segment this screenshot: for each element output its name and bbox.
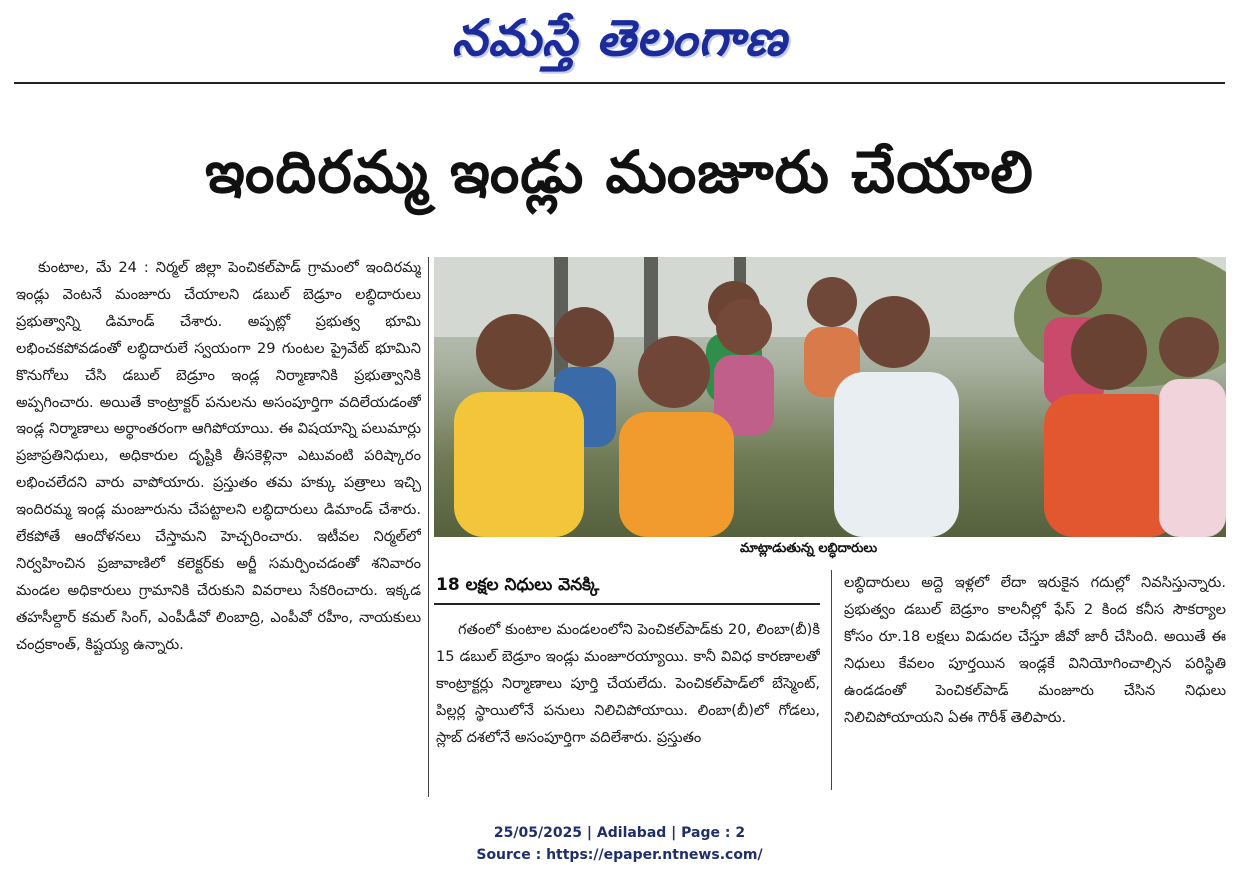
newspaper-logo: నమస్తే తెలంగాణ (451, 9, 788, 67)
column-divider (831, 570, 832, 790)
article-body-middle: గతంలో కుంటాల మండలంలోని పెంచికల్‌పాడ్‌కు 20, లింబా(బీ)కి 15 డబుల్‌ బెడ్రూం ఇండ్లు మంజూరయ్యాయి. కానీ వివిధ కారణాలతో కాంట్రాక్టర్లు నిర్మాణాలు పూర్తి చేయలేదు. పెంచికల్‌పాడ్‌లో బేస్మెంట్‌, పిల్లర్ల స్థాయిలోనే పనులు నిలిచిపోయాయి. లింబా(బీ)లో గోడలు, స్లాబ్‌ దశలోనే అసంపూర్తిగా వదిలేశారు. ప్రస్తుతం (436, 621, 820, 746)
footer-source-link[interactable]: Source : https://epaper.ntnews.com/ (476, 847, 763, 863)
article-column-left (16, 255, 421, 800)
column-divider (428, 257, 429, 797)
article-column-middle (436, 617, 820, 787)
masthead-rule (14, 82, 1225, 84)
article-body-left: కుంటాల, మే 24 : నిర్మల్‌ జిల్లా పెంచికల్‌పాడ్‌ గ్రామంలో ఇందిరమ్మ ఇండ్లు వెంటనే మంజూరు చేయాలని డబుల్‌ బెడ్రూం లబ్ధిదారులు ప్రభుత్వాన్ని డిమాండ్‌ చేశారు. అప్పట్లో ప్రభుత్వ భూమి లభించకపోవడంతో లబ్ధిదారులే స్వయంగా 29 గుంటల ప్రైవేట్‌ భూమిని కొనుగోలు చేసి డబుల్‌ బెడ్రూం ఇండ్ల నిర్మాణానికి ప్రభుత్వానికి అప్పగించారు. అయితే కాంట్రాక్టర్‌ పనులను అసంపూర్తిగా వదిలేయడంతో ఇండ్ల నిర్మాణాలు అర్థాంతరంగా ఆగిపోయాయి. ఈ విషయాన్ని పలుమార్లు ప్రజాప్రతినిధులు, అధికారుల దృష్టికి తీసకెళ్లినా ఎటువంటి పరిష్కారం లభించలేదని వారు వాపోయారు. ప్రస్తుతం తమ హక్కు పత్రాలు ఇచ్చి ఇందిరమ్మ ఇండ్ల మంజూరును చేపట్టాలని లబ్ధిదారులు డిమాండ్‌ చేశారు. లేకపోతే ఆందోళనలు చేస్తామని హెచ్చరించారు. ఇటీవల నిర్మల్‌లో నిర్వహించిన ప్రజావాణిలో కలెక్టర్‌కు అర్జీ సమర్పించడంతో శనివారం మండల అధికారులు గ్రామానికి చేరుకుని వివరాలు సేకరించారు. ఇక్కడ తహసీల్దార్‌ కమల్‌ సింగ్‌, ఎంపీడీవో లింబాద్రి, ఎంపీవో రహీం, నాయకులు చంద్రకాంత్‌, కిష్టయ్య ఉన్నారు. (16, 259, 421, 653)
article-headline: ఇందిరమ్మ ఇండ్లు మంజూరు చేయాలి (205, 138, 1034, 206)
subheading-rule (434, 603, 820, 605)
masthead (0, 0, 1239, 80)
footer-edition-info: 25/05/2025 | Adilabad | Page : 2 (493, 825, 746, 841)
photo-illustration (434, 257, 1226, 537)
article-subheading: 18 లక్షల నిధులు వెనక్కి (436, 575, 600, 595)
article-body-right: లబ్ధిదారులు అద్దె ఇళ్లలో లేదా ఇరుకైన గదుల్లో నివసిస్తున్నారు. ప్రభుత్వం డబుల్‌ బెడ్రూం కాలనీల్లో ఫేస్‌ 2 కింద కనీస సౌకర్యాల కోసం రూ.18 లక్షలు విడుదల చేస్తూ జీవో జారీ చేసింది. అయితే ఈ నిధులు కేవలం పూర్తయిన ఇండ్లకే వినియోగించాల్సిన పరిస్థితి ఉండడంతో పెంచికల్‌పాడ్‌ మంజూరు చేసిన నిధులు నిలిచిపోయాయని ఏఈ గౌరీశ్‌ తెలిపారు. (844, 574, 1226, 726)
article-column-right (844, 570, 1226, 785)
news-photo (434, 257, 1226, 537)
photo-caption: మాట్లాడుతున్న లబ్ధిదారులు (740, 541, 878, 556)
